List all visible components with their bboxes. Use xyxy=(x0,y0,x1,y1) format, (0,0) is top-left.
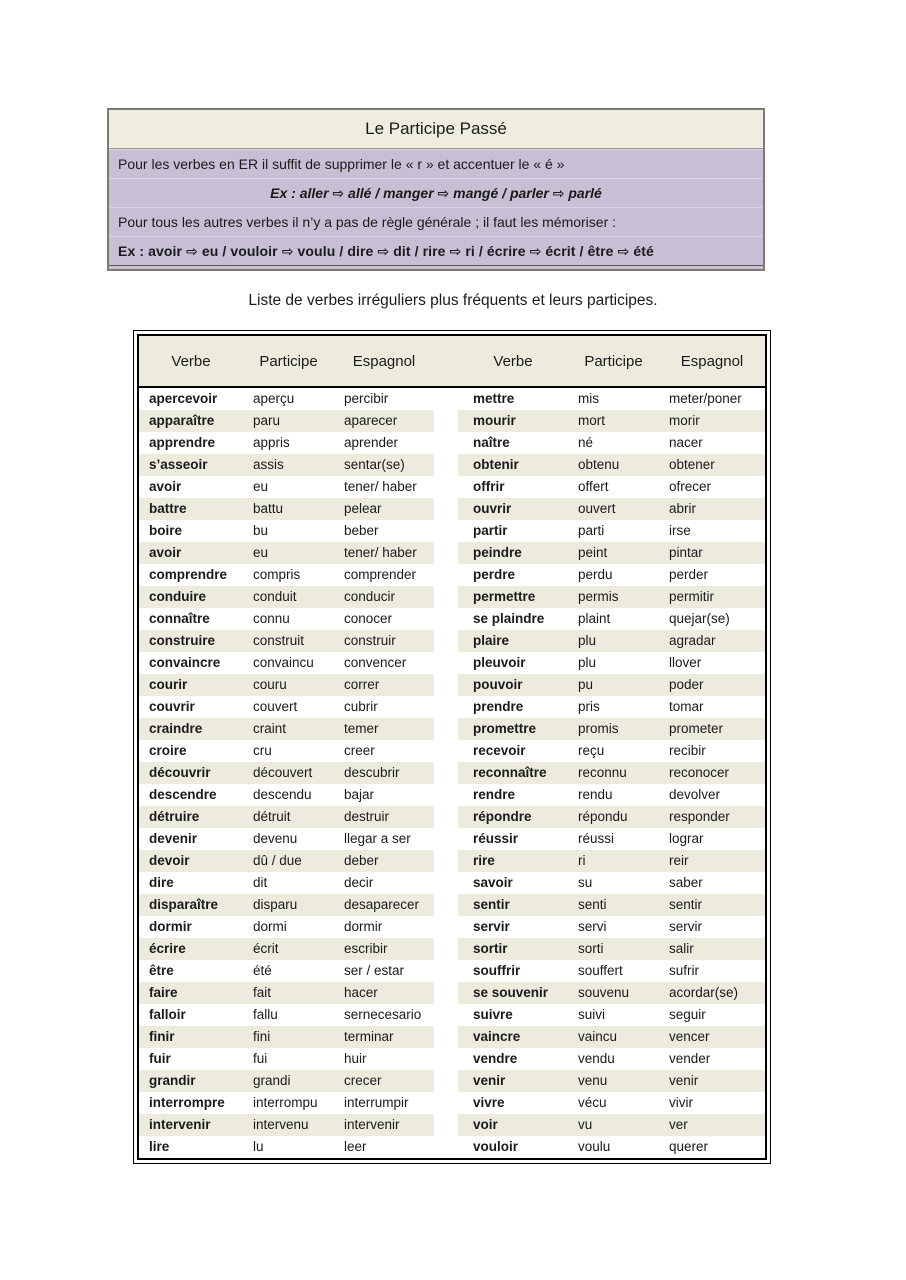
participle-cell: craint xyxy=(243,718,334,740)
participle-cell: couvert xyxy=(253,699,298,714)
participle-cell: offert xyxy=(578,479,609,494)
spanish-cell: leer xyxy=(344,1139,367,1154)
spanish-cell: llover xyxy=(669,655,702,670)
spanish-cell: querer xyxy=(669,1139,709,1154)
spanish-cell: decir xyxy=(344,875,374,890)
verb-cell: se plaindre xyxy=(473,611,545,626)
spanish-cell: venir xyxy=(659,1070,765,1092)
participle-cell: plu xyxy=(568,630,659,652)
participle-cell: aperçu xyxy=(253,391,295,406)
spanish-cell: acordar(se) xyxy=(659,982,765,1004)
verb-cell: découvrir xyxy=(139,762,243,784)
column-header-espagnol-right: Espagnol xyxy=(680,352,744,370)
participle-cell: su xyxy=(578,875,593,890)
spanish-cell: ver xyxy=(659,1114,765,1136)
verb-cell: sentir xyxy=(458,894,568,916)
spanish-cell: pintar xyxy=(659,542,765,564)
spanish-cell: abrir xyxy=(659,498,765,520)
spanish-cell: correr xyxy=(334,674,434,696)
spanish-cell: beber xyxy=(344,523,379,538)
participle-cell: perdu xyxy=(578,567,613,582)
participle-cell: voulu xyxy=(578,1139,611,1154)
verb-cell: battre xyxy=(139,498,243,520)
verb-cell: finir xyxy=(139,1026,243,1048)
table-row xyxy=(139,498,765,520)
table-row xyxy=(139,784,765,806)
verb-cell: dormir xyxy=(149,919,192,934)
spanish-cell: terminar xyxy=(334,1026,434,1048)
participle-cell: assis xyxy=(243,454,334,476)
table-row xyxy=(139,674,765,696)
participle-cell: couru xyxy=(243,674,334,696)
rule-er-verbs: Pour les verbes en ER il suffit de supprimer le « r » et accentuer le « é » xyxy=(109,149,763,178)
verb-cell: mourir xyxy=(458,410,568,432)
table-row xyxy=(139,630,765,652)
verb-cell: reconnaître xyxy=(458,762,568,784)
verb-cell: sortir xyxy=(458,938,568,960)
table-row xyxy=(139,388,765,410)
table-row xyxy=(139,520,765,542)
verb-cell: obtenir xyxy=(458,454,568,476)
spanish-cell: morir xyxy=(659,410,765,432)
participle-cell: détruit xyxy=(243,806,334,828)
verb-cell: pouvoir xyxy=(458,674,568,696)
spanish-cell: sentar(se) xyxy=(334,454,434,476)
participle-cell: dormi xyxy=(253,919,287,934)
page-title: Le Participe Passé xyxy=(109,110,763,149)
participle-cell: réussi xyxy=(578,831,615,846)
participle-cell: fui xyxy=(253,1051,268,1066)
spanish-cell: ser / estar xyxy=(344,963,405,978)
participle-cell: disparu xyxy=(243,894,334,916)
spanish-cell: responder xyxy=(659,806,765,828)
participle-cell: répondu xyxy=(568,806,659,828)
spanish-cell: tomar xyxy=(669,699,704,714)
spanish-cell: vivir xyxy=(669,1095,693,1110)
verb-cell: permettre xyxy=(458,586,568,608)
verb-cell: voir xyxy=(458,1114,568,1136)
verb-cell: partir xyxy=(473,523,508,538)
table-row xyxy=(139,828,765,850)
participle-cell: plu xyxy=(578,655,597,670)
verb-cell: savoir xyxy=(473,875,513,890)
spanish-cell: tener/ haber xyxy=(334,542,434,564)
participle-cell: grandi xyxy=(243,1070,334,1092)
spanish-cell: interrumpir xyxy=(344,1095,409,1110)
participle-cell: découvert xyxy=(243,762,334,784)
participle-cell: paru xyxy=(243,410,334,432)
verb-cell: vouloir xyxy=(473,1139,519,1154)
spanish-cell: pelear xyxy=(334,498,434,520)
spanish-cell: destruir xyxy=(334,806,434,828)
table-row xyxy=(139,850,765,872)
verbs-table-body xyxy=(139,388,765,1158)
verb-cell: craindre xyxy=(139,718,243,740)
participle-cell: rendu xyxy=(578,787,613,802)
verb-cell: conduire xyxy=(139,586,243,608)
participle-cell: descendu xyxy=(253,787,312,802)
table-header-row xyxy=(139,336,765,388)
participle-cell: lu xyxy=(253,1139,264,1154)
verb-cell: promettre xyxy=(458,718,568,740)
verb-cell: boire xyxy=(149,523,183,538)
participle-cell: appris xyxy=(253,435,290,450)
table-row xyxy=(139,960,765,982)
participle-cell: venu xyxy=(568,1070,659,1092)
spanish-cell: sentir xyxy=(659,894,765,916)
spanish-cell: sernecesario xyxy=(344,1007,422,1022)
participle-cell: souffert xyxy=(578,963,623,978)
spanish-cell: conducir xyxy=(334,586,434,608)
participle-cell: suivi xyxy=(578,1007,606,1022)
spanish-cell: descubrir xyxy=(334,762,434,784)
verb-cell: disparaître xyxy=(139,894,243,916)
participle-cell: plaint xyxy=(578,611,611,626)
spanish-cell: percibir xyxy=(344,391,389,406)
spanish-cell: reir xyxy=(659,850,765,872)
table-row xyxy=(139,718,765,740)
spanish-cell: permitir xyxy=(659,586,765,608)
participle-cell: fallu xyxy=(253,1007,278,1022)
spanish-cell: servir xyxy=(669,919,702,934)
spanish-cell: salir xyxy=(659,938,765,960)
spanish-cell: crecer xyxy=(334,1070,434,1092)
participle-cell: mis xyxy=(578,391,599,406)
verb-cell: se souvenir xyxy=(458,982,568,1004)
spanish-cell: recibir xyxy=(669,743,706,758)
spanish-cell: conocer xyxy=(344,611,393,626)
verb-cell: répondre xyxy=(458,806,568,828)
participle-cell: promis xyxy=(568,718,659,740)
participle-cell: né xyxy=(578,435,594,450)
verb-cell: vendre xyxy=(473,1051,518,1066)
spanish-cell: cubrir xyxy=(344,699,378,714)
table-row xyxy=(139,740,765,762)
participle-cell: interrompu xyxy=(253,1095,318,1110)
spanish-cell: deber xyxy=(334,850,434,872)
example-er-verbs: Ex : aller ⇨ allé / manger ⇨ mangé / parler ⇨ parlé xyxy=(109,178,763,207)
spanish-cell: agradar xyxy=(659,630,765,652)
participle-cell: vécu xyxy=(578,1095,607,1110)
spanish-cell: prometer xyxy=(659,718,765,740)
participle-cell: vaincu xyxy=(568,1026,659,1048)
table-row xyxy=(139,938,765,960)
participle-cell: dû / due xyxy=(243,850,334,872)
verb-cell: rendre xyxy=(473,787,516,802)
participle-cell: ouvert xyxy=(568,498,659,520)
verb-cell: ouvrir xyxy=(458,498,568,520)
participle-cell: intervenu xyxy=(243,1114,334,1136)
participle-cell: conduit xyxy=(243,586,334,608)
spanish-cell: saber xyxy=(669,875,703,890)
table-row xyxy=(139,432,765,454)
spanish-cell: construir xyxy=(334,630,434,652)
spanish-cell: convencer xyxy=(344,655,407,670)
table-row xyxy=(139,410,765,432)
participle-cell: reconnu xyxy=(568,762,659,784)
spanish-cell: lograr xyxy=(669,831,704,846)
spanish-cell: creer xyxy=(344,743,375,758)
participle-cell: pu xyxy=(568,674,659,696)
table-row xyxy=(139,586,765,608)
verb-cell: vivre xyxy=(473,1095,505,1110)
spanish-cell: obtener xyxy=(659,454,765,476)
verb-cell: suivre xyxy=(473,1007,513,1022)
participle-cell: servi xyxy=(578,919,607,934)
spanish-cell: comprender xyxy=(344,567,417,582)
verb-cell: avoir xyxy=(149,479,182,494)
participle-cell: souvenu xyxy=(568,982,659,1004)
spanish-cell: desaparecer xyxy=(334,894,434,916)
column-header-participe-left: Participe xyxy=(259,352,318,370)
verb-cell: naître xyxy=(473,435,510,450)
verb-cell: lire xyxy=(149,1139,170,1154)
table-row xyxy=(139,982,765,1004)
verb-cell: avoir xyxy=(139,542,243,564)
verb-cell: croire xyxy=(149,743,187,758)
spanish-cell: meter/poner xyxy=(669,391,742,406)
verb-cell: pleuvoir xyxy=(473,655,526,670)
spanish-cell: aparecer xyxy=(334,410,434,432)
verb-cell: couvrir xyxy=(149,699,195,714)
participle-cell: reçu xyxy=(578,743,605,758)
participle-cell: fait xyxy=(243,982,334,1004)
participle-cell: dit xyxy=(253,875,268,890)
column-header-verbe-left: Verbe xyxy=(171,352,211,370)
verb-cell: faire xyxy=(139,982,243,1004)
spanish-cell: dormir xyxy=(344,919,383,934)
verb-cell: falloir xyxy=(149,1007,186,1022)
participle-cell: senti xyxy=(568,894,659,916)
participle-cell: fini xyxy=(243,1026,334,1048)
verb-cell: perdre xyxy=(473,567,516,582)
verb-cell: connaître xyxy=(149,611,210,626)
verb-cell: détruire xyxy=(139,806,243,828)
table-row xyxy=(139,564,765,586)
verb-cell: devenir xyxy=(149,831,198,846)
spanish-cell: irse xyxy=(669,523,691,538)
verb-cell: grandir xyxy=(139,1070,243,1092)
verb-cell: devoir xyxy=(139,850,243,872)
participle-cell: vendu xyxy=(578,1051,615,1066)
participle-cell: mort xyxy=(568,410,659,432)
spanish-cell: aprender xyxy=(344,435,399,450)
participle-cell: ri xyxy=(568,850,659,872)
spanish-cell: bajar xyxy=(344,787,375,802)
table-row xyxy=(139,1092,765,1114)
participle-cell: eu xyxy=(243,542,334,564)
verb-cell: apprendre xyxy=(149,435,216,450)
table-row xyxy=(139,1070,765,1092)
spanish-cell: nacer xyxy=(669,435,703,450)
spanish-cell: vencer xyxy=(659,1026,765,1048)
spanish-cell: ofrecer xyxy=(669,479,712,494)
participle-cell: écrit xyxy=(243,938,334,960)
spanish-cell: temer xyxy=(334,718,434,740)
verb-cell: recevoir xyxy=(473,743,526,758)
table-row xyxy=(139,1048,765,1070)
table-row xyxy=(139,696,765,718)
spanish-cell: devolver xyxy=(669,787,721,802)
spanish-cell: intervenir xyxy=(334,1114,434,1136)
verb-cell: mettre xyxy=(473,391,515,406)
participle-cell: parti xyxy=(578,523,605,538)
verb-cell: descendre xyxy=(149,787,217,802)
table-row xyxy=(139,652,765,674)
verb-cell: interrompre xyxy=(149,1095,225,1110)
table-caption: Liste de verbes irréguliers plus fréquents et leurs participes. xyxy=(248,292,658,309)
column-header-participe-right: Participe xyxy=(584,352,643,370)
verb-cell: écrire xyxy=(139,938,243,960)
column-header-verbe-right: Verbe xyxy=(493,352,533,370)
verb-cell: apercevoir xyxy=(149,391,218,406)
verb-cell: intervenir xyxy=(139,1114,243,1136)
participle-cell: battu xyxy=(243,498,334,520)
spanish-cell: hacer xyxy=(334,982,434,1004)
verb-cell: comprendre xyxy=(149,567,228,582)
verb-cell: s’asseoir xyxy=(139,454,243,476)
participe-passe-rules-box xyxy=(107,108,765,271)
participle-cell: été xyxy=(253,963,272,978)
example-other-verbs: Ex : avoir ⇨ eu / vouloir ⇨ voulu / dire ⇨ dit / rire ⇨ ri / écrire ⇨ écrit / être ⇨ été xyxy=(109,236,763,266)
verb-cell: apparaître xyxy=(139,410,243,432)
table-frame xyxy=(137,334,767,1160)
verb-cell: fuir xyxy=(149,1051,171,1066)
table-row xyxy=(139,916,765,938)
verb-cell: réussir xyxy=(473,831,519,846)
spanish-cell: poder xyxy=(659,674,765,696)
spanish-cell: seguir xyxy=(669,1007,706,1022)
table-row xyxy=(139,806,765,828)
participle-cell: pris xyxy=(578,699,600,714)
spanish-cell: huir xyxy=(344,1051,367,1066)
participle-cell: compris xyxy=(253,567,301,582)
spanish-cell: quejar(se) xyxy=(669,611,730,626)
verb-cell: prendre xyxy=(473,699,524,714)
spanish-cell: llegar a ser xyxy=(344,831,411,846)
verb-cell: rire xyxy=(458,850,568,872)
table-row xyxy=(139,894,765,916)
participle-cell: devenu xyxy=(253,831,298,846)
participle-cell: permis xyxy=(568,586,659,608)
participle-cell: convaincu xyxy=(253,655,314,670)
table-row xyxy=(139,1026,765,1048)
verb-cell: courir xyxy=(139,674,243,696)
participle-cell: construit xyxy=(243,630,334,652)
verb-cell: être xyxy=(149,963,174,978)
verb-cell: vaincre xyxy=(458,1026,568,1048)
column-header-espagnol-left: Espagnol xyxy=(352,352,416,370)
participle-cell: eu xyxy=(253,479,269,494)
verb-cell: dire xyxy=(149,875,174,890)
verb-cell: servir xyxy=(473,919,510,934)
verb-cell: offrir xyxy=(473,479,505,494)
table-row xyxy=(139,762,765,784)
participle-cell: peint xyxy=(568,542,659,564)
table-row xyxy=(139,454,765,476)
table-row xyxy=(139,872,765,894)
irregular-verbs-table xyxy=(133,330,771,1164)
box-bottom-strip xyxy=(109,266,763,269)
table-row xyxy=(139,1114,765,1136)
participle-cell: connu xyxy=(253,611,290,626)
verb-cell: souffrir xyxy=(473,963,521,978)
participle-cell: cru xyxy=(253,743,272,758)
rule-other-verbs: Pour tous les autres verbes il n’y a pas de règle générale ; il faut les mémoriser : xyxy=(109,207,763,236)
table-row xyxy=(139,1136,765,1158)
table-row xyxy=(139,542,765,564)
participle-cell: vu xyxy=(568,1114,659,1136)
participle-cell: bu xyxy=(253,523,269,538)
verb-cell: construire xyxy=(139,630,243,652)
table-row xyxy=(139,1004,765,1026)
table-row xyxy=(139,608,765,630)
participle-cell: sorti xyxy=(568,938,659,960)
verb-cell: peindre xyxy=(458,542,568,564)
table-row xyxy=(139,476,765,498)
spanish-cell: perder xyxy=(669,567,709,582)
participle-cell: obtenu xyxy=(568,454,659,476)
spanish-cell: tener/ haber xyxy=(344,479,417,494)
spanish-cell: sufrir xyxy=(669,963,699,978)
verb-cell: plaire xyxy=(458,630,568,652)
spanish-cell: escribir xyxy=(334,938,434,960)
verb-cell: venir xyxy=(458,1070,568,1092)
spanish-cell: vender xyxy=(669,1051,711,1066)
verb-cell: convaincre xyxy=(149,655,221,670)
spanish-cell: reconocer xyxy=(659,762,765,784)
